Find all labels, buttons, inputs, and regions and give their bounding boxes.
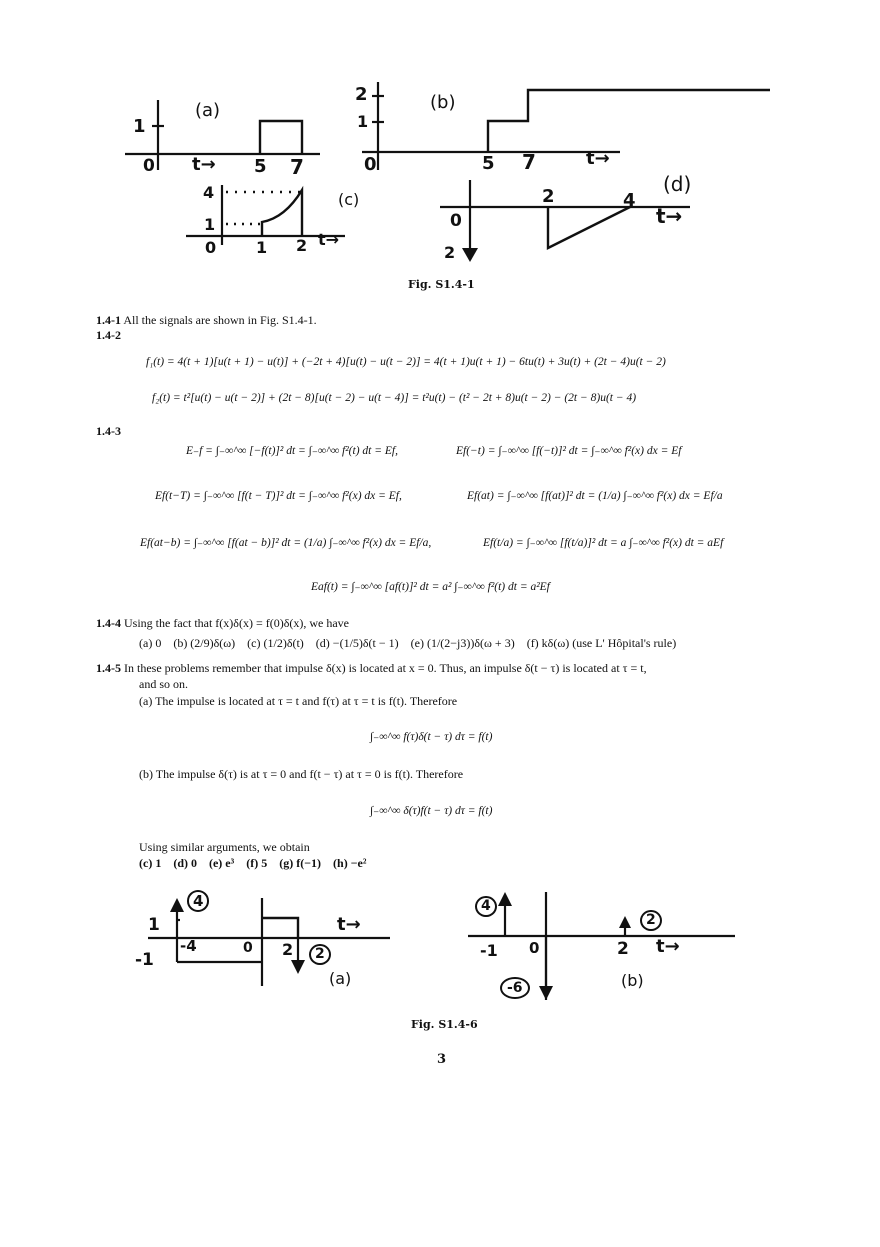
problem-1-4-3-number: 1.4-3 — [96, 424, 121, 438]
plot-a-label: (a) — [195, 100, 221, 121]
plot-d-origin: 0 — [450, 211, 462, 231]
energy-eq-2b: Ef(at) = ∫₋∞^∞ [f(at)]² dt = (1/a) ∫₋∞^∞ f²(x) dx = Ef/a — [467, 490, 723, 502]
plot-b-y2: 2 — [355, 84, 368, 105]
plot-d-t: t→ — [656, 204, 683, 228]
plot-6a-impulse-2: 2 — [309, 944, 331, 965]
plot-b-staircase — [488, 90, 770, 152]
plot-6a-yneg1: -1 — [135, 950, 154, 970]
plot-d-yneg: 2 — [444, 243, 456, 262]
plot-6a-label: (a) — [329, 969, 352, 988]
plot-a-pulse — [260, 121, 302, 154]
plot-6b-origin: 0 — [529, 939, 540, 957]
plot-6a-origin: 0 — [243, 940, 253, 956]
plot-c-label: (c) — [338, 190, 360, 209]
page-number: 3 — [437, 1052, 447, 1067]
plot-6b-xneg1: -1 — [480, 941, 498, 960]
plot-6b-impulse-neg6: -6 — [500, 977, 530, 999]
plot-d-ramp — [548, 207, 630, 248]
plot-a-x5: 5 — [254, 156, 267, 177]
plot-c-x1: 1 — [256, 238, 268, 257]
plot-d — [440, 180, 690, 262]
figure-s1-4-6-sketches — [0, 880, 880, 1010]
plot-b-origin: 0 — [364, 154, 377, 175]
figure-caption-1: Fig. S1.4-1 — [408, 278, 475, 291]
plot-6b-label: (b) — [621, 971, 644, 990]
problem-1-4-1 — [96, 313, 317, 328]
plot-c-x2: 2 — [296, 236, 308, 255]
plot-b-y1: 1 — [357, 112, 369, 131]
plot-6a-pulse — [262, 918, 298, 938]
plot-b-t: t→ — [586, 148, 610, 169]
problem-1-4-4-answers: (a) 0 (b) (2/9)δ(ω) (c) (1/2)δ(t) (d) −(1/5)δ(t − 1) (e) (1/(2−j3))δ(ω + 3) (f) kδ(ω) (use L' Hôpital's rule) — [139, 636, 677, 650]
plot-a-y1: 1 — [133, 116, 146, 137]
plot-d-label: (d) — [663, 172, 692, 196]
energy-eq-3a: Ef(at−b) = ∫₋∞^∞ [f(at − b)]² dt = (1/a) ∫₋∞^∞ f²(x) dx = Ef/a, — [140, 537, 432, 549]
equation-f2: f₂(t) = t²[u(t) − u(t − 2)] + (2t − 8)[u(t − 2) − u(t − 4)] = t²u(t) − (t² − 2t + 8)u(t − 2) − (2t − 8)u(t − 4) — [152, 392, 637, 404]
plot-6b-impulse-2: 2 — [640, 910, 662, 931]
plot-d-x4: 4 — [623, 190, 636, 211]
plot-c-y1: 1 — [204, 215, 216, 234]
plot-6b-impulse-4: 4 — [475, 896, 497, 917]
problem-1-4-5 — [96, 661, 647, 676]
figure-caption-2: Fig. S1.4-6 — [411, 1018, 478, 1031]
problem-1-4-2-number: 1.4-2 — [96, 328, 121, 342]
plot-6a-x2: 2 — [282, 940, 294, 959]
problem-text-1: In these problems remember that impulse δ(x) is located at x = 0. Thus, an impulse δ(t − τ) is located at τ = t, — [124, 661, 647, 675]
plot-b-x5: 5 — [482, 153, 495, 174]
problem-number: 1.4-1 — [96, 313, 121, 327]
plot-6a-impulse-4: 4 — [187, 890, 209, 912]
plot-c-origin: 0 — [205, 238, 217, 257]
problem-1-4-5-text-2: and so on. — [139, 677, 188, 691]
energy-eq-4: Eaf(t) = ∫₋∞^∞ [af(t)]² dt = a² ∫₋∞^∞ f²(t) dt = a²Ef — [311, 581, 550, 593]
problem-1-4-4 — [96, 616, 349, 631]
plot-b-label: (b) — [430, 92, 456, 113]
plot-a-origin: 0 — [143, 156, 155, 176]
energy-eq-1a: E₋f = ∫₋∞^∞ [−f(t)]² dt = ∫₋∞^∞ f²(t) dt = Ef, — [186, 445, 398, 457]
plot-b-x7: 7 — [522, 150, 536, 174]
plot-6b-x2: 2 — [617, 939, 629, 959]
problem-number: 1.4-5 — [96, 661, 121, 675]
plot-c-curve — [262, 190, 302, 236]
plot-6a-t: t→ — [337, 914, 361, 935]
problem-1-4-5-answers: (c) 1 (d) 0 (e) e³ (f) 5 (g) f(−1) (h) −e² — [139, 856, 367, 870]
plot-a-t: t→ — [192, 154, 216, 175]
problem-text: All the signals are shown in Fig. S1.4-1. — [123, 313, 317, 327]
plot-6a-xneg4: -4 — [180, 937, 197, 955]
energy-eq-1b: Ef(−t) = ∫₋∞^∞ [f(−t)]² dt = ∫₋∞^∞ f²(x) dx = Ef — [456, 445, 682, 457]
sifting-eq-b: ∫₋∞^∞ δ(τ)f(t − τ) dτ = f(t) — [370, 805, 493, 817]
sifting-eq-a: ∫₋∞^∞ f(τ)δ(t − τ) dτ = f(t) — [370, 731, 493, 743]
plot-c-t: t→ — [318, 230, 340, 249]
problem-1-4-5-similar: Using similar arguments, we obtain — [139, 840, 310, 854]
plot-6a-y1: 1 — [148, 915, 160, 935]
plot-c-y4: 4 — [203, 183, 215, 202]
problem-1-4-5-a-text: (a) The impulse is located at τ = t and f(τ) at τ = t is f(t). Therefore — [139, 694, 458, 708]
problem-number: 1.4-4 — [96, 616, 121, 630]
plot-6b-t: t→ — [656, 936, 680, 957]
energy-eq-3b: Ef(t/a) = ∫₋∞^∞ [f(t/a)]² dt = a ∫₋∞^∞ f²(x) dt = aEf — [483, 537, 724, 549]
energy-eq-2a: Ef(t−T) = ∫₋∞^∞ [f(t − T)]² dt = ∫₋∞^∞ f²(x) dx = Ef, — [155, 490, 402, 502]
plot-b — [362, 82, 770, 170]
figure-s1-4-1-sketches — [0, 0, 880, 280]
equation-f1: f₁(t) = 4(t + 1)[u(t + 1) − u(t)] + (−2t + 4)[u(t) − u(t − 2)] = 4(t + 1)u(t + 1) − 6tu(t) + 3u(t) + (2t − 4)u(t − 2) — [146, 356, 666, 368]
problem-text: Using the fact that f(x)δ(x) = f(0)δ(x), we have — [124, 616, 349, 630]
plot-a-x7: 7 — [290, 155, 304, 179]
plot-d-x2: 2 — [542, 186, 555, 207]
problem-1-4-5-b-text: (b) The impulse δ(τ) is at τ = 0 and f(t − τ) at τ = 0 is f(t). Therefore — [139, 767, 464, 781]
